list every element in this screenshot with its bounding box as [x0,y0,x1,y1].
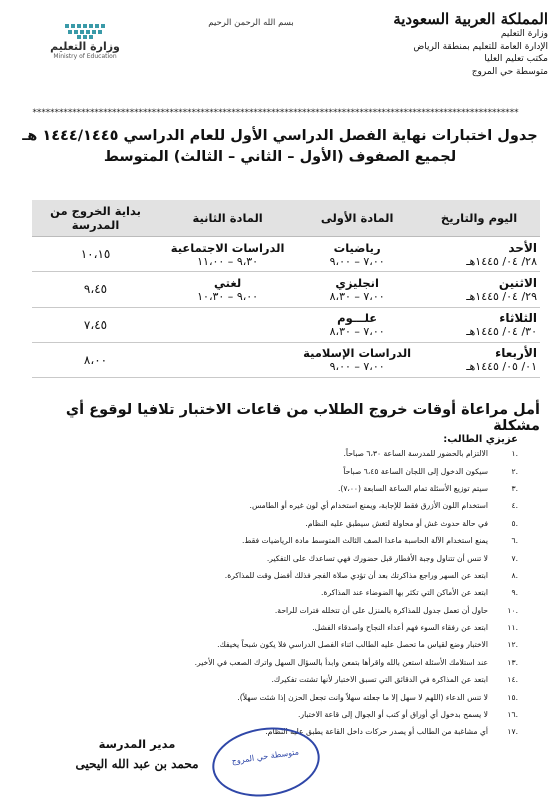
subject-1-cell [296,342,418,377]
exit-time-cell: ٨،٠٠ [32,342,159,377]
item-number: .٢ [511,466,518,476]
subject-name: رياضيات [333,240,381,255]
table-row [32,272,540,307]
subject-1-cell [296,272,418,307]
list-item [40,462,528,479]
day-cell [418,272,540,307]
principal-title: مدير المدرسة [98,737,176,751]
ministry-logo [50,22,120,61]
item-number: .١١ [507,623,518,633]
subject-name: انجليزي [335,275,379,290]
item-number: .٥ [511,518,518,528]
exit-time-cell: ٧،٤٥ [32,307,159,342]
list-item [40,706,528,723]
item-text: لا يسمح بدخول أي أوراق أو كتب أو الجوال إلى قاعة الاختبار. [298,710,488,720]
item-number: .٤ [511,501,518,511]
subject-time: ٩،٣٠ – ١١،٠٠ [197,254,259,268]
subject-1-cell [296,307,418,342]
day-name: الأربعاء [495,346,537,361]
item-number: .١ [511,449,518,459]
subject-time: ٧،٠٠ – ٩،٠٠ [329,254,385,268]
item-text: أي مشاغبة من الطالب أو يصدر حركات داخل القاعة يطبق عليه النظام. [265,727,488,737]
school-name: متوسطة حي المروج [471,66,548,77]
principal-name: محمد بن عبد الله اليحيى [75,757,199,771]
item-text: ابتعد عن رفقاء السوء فهم أعداء النجاح واصدقاء الفشل. [312,623,488,633]
day-cell [418,237,540,272]
subject-time: ٧،٠٠ – ٨،٣٠ [329,289,385,303]
item-number: .٣ [511,483,518,493]
subject-name: الدراسات الاجتماعية [170,240,285,255]
item-text: حاول أن تعمل جدول للمذاكرة بالمنزل على أن تتخلله فترات للراحة. [274,605,488,615]
day-date: ٠١/ ٠٥/ ١٤٤٥هـ [466,360,537,374]
document-title [20,126,540,168]
logo-text-en: Ministry of Education [53,53,117,60]
list-item [40,532,528,549]
item-number: .٧ [511,553,518,563]
item-number: .١٧ [507,727,518,737]
principal-signature-block [62,734,212,774]
list-item [40,688,528,705]
stars-divider: ************************************************************************************************************** [32,108,519,118]
day-cell [418,342,540,377]
students-greeting: عزيزي الطالب: [443,434,518,445]
list-item [40,654,528,671]
subject-time: ٧،٠٠ – ٩،٠٠ [329,360,385,374]
title-line-1: جدول اختبارات نهاية الفصل الدراسي الأول للعام الدراسي ١٤٤٤/١٤٤٥ هـ [22,128,538,144]
table-row [32,237,540,272]
student-instructions-list [40,445,528,741]
item-text: لا تنس أن تتناول وجبة الأفطار قبل حضورك فهي تساعدك على التفكير. [266,553,488,563]
item-number: .١٣ [507,657,518,667]
table-row [32,307,540,342]
logo-text-ar: وزارة التعليم [50,40,120,53]
list-item [40,445,528,462]
item-number: .٦ [511,536,518,546]
subject-name: علـــوم [337,311,378,326]
directorate-name: الإدارة العامة للتعليم بمنطقة الرياض [413,41,548,52]
list-item [40,619,528,636]
item-number: .١٤ [507,675,518,685]
subject-2-cell [159,272,296,307]
item-text: عند استلامك الأسئلة استعن بالله واقرأها بتمعن وابدأ بالسؤال السهل واترك الصعب في الأخير. [194,657,488,667]
item-number: .٨ [511,570,518,580]
kingdom-name: المملكة العربية السعودية [393,10,548,28]
header-subject-2: المادة الثانية [159,200,296,237]
subject-2-cell [159,342,296,377]
list-item [40,636,528,653]
exit-time-cell: ٩،٤٥ [32,272,159,307]
stamp-text: متوسطة حي المروج [231,747,300,766]
item-text: سيتم توزيع الأسئلة تمام الساعة السابعة (٧،٠٠). [337,483,488,493]
subject-name: لغتي [214,275,242,290]
basmala: بسم الله الرحمن الرحيم [208,18,294,28]
table-header-row [32,200,540,237]
list-item [40,497,528,514]
item-number: .١٦ [507,710,518,720]
header-day-date: اليوم والتاريخ [418,200,540,237]
item-text: ابتعد عن الأماكن التي تكثر بها الضوضاء عند المذاكرة. [321,588,488,598]
day-date: ٣٠/ ٠٤/ ١٤٤٥هـ [466,325,537,339]
day-date: ٢٩/ ٠٤/ ١٤٤٥هـ [466,289,537,303]
item-text: في حالة حدوث غش أو محاولة لتغش سيطبق عليه النظام. [305,518,488,528]
subject-time: ٧،٠٠ – ٨،٣٠ [329,325,385,339]
list-item [40,584,528,601]
title-line-2: لجميع الصفوف (الأول – الثاني – الثالث) المتوسط [103,149,457,165]
subject-2-cell [159,307,296,342]
list-item [40,480,528,497]
item-number: .١٠ [507,605,518,615]
exam-schedule-table [32,200,540,378]
item-text: الالتزام بالحضور للمدرسة الساعة ٦،٣٠ صباحاً. [343,449,488,459]
header-institution-block [343,10,548,78]
office-name: مكتب تعليم العليا [484,54,548,64]
item-number: .١٥ [507,692,518,702]
list-item [40,567,528,584]
list-item [40,671,528,688]
day-name: الثلاثاء [499,311,537,326]
list-item [40,515,528,532]
ministry-logo-icon [63,22,107,40]
item-text: يمنع استخدام الآلة الحاسبة ماعدا الصف الثالث المتوسط مادة الرياضيات فقط. [242,536,488,546]
item-number: .١٢ [507,640,518,650]
list-item [40,602,528,619]
exit-time-cell: ١٠،١٥ [32,237,159,272]
item-text: ابتعد عن المذاكرة في الدقائق التي تسبق الاختبار لأنها تشتت تفكيرك. [271,675,488,685]
subject-time: ٩،٠٠ – ١٠،٣٠ [197,289,259,303]
item-text: لا تنس الدعاء (اللهم لا سهل إلا ما جعلته سهلاً وانت تجعل الحزن إذا شئت سهلاً). [237,692,488,702]
subject-1-cell [296,237,418,272]
table-row [32,342,540,377]
item-number: .٩ [511,588,518,598]
subject-2-cell [159,237,296,272]
ministry-name: وزارة التعليم [500,29,548,39]
header-subject-1: المادة الأولى [296,200,418,237]
item-text: الاختبار وضع لقياس ما تحصل عليه الطالب اثناء الفصل الدراسي فلا يكون شبحاً يخيفك. [217,640,488,650]
day-date: ٢٨/ ٠٤/ ١٤٤٥هـ [466,254,537,268]
day-name: الأحد [508,240,537,255]
day-cell [418,307,540,342]
list-item [40,549,528,566]
exit-times-notice: أمل مراعاة أوقات خروج الطلاب من قاعات الاختبار تلافيا لوقوع أي مشكلة [65,402,540,434]
item-text: سيكون الدخول إلى اللجان الساعة ٦،٤٥ صباحاً [343,466,488,476]
item-text: ابتعد عن السهر وراجع مذاكرتك بعد أن تؤدي صلاة الفجر فذلك أفضل وقت للمذاكرة. [224,570,488,580]
header-exit-time: بداية الخروج من المدرسة [32,200,159,237]
item-text: استخدام اللون الأزرق فقط للإجابة، ويمنع استخدام أي لون غيره أو الطامس. [249,501,488,511]
subject-name: الدراسات الإسلامية [303,346,412,361]
day-name: الاثنين [498,275,537,290]
